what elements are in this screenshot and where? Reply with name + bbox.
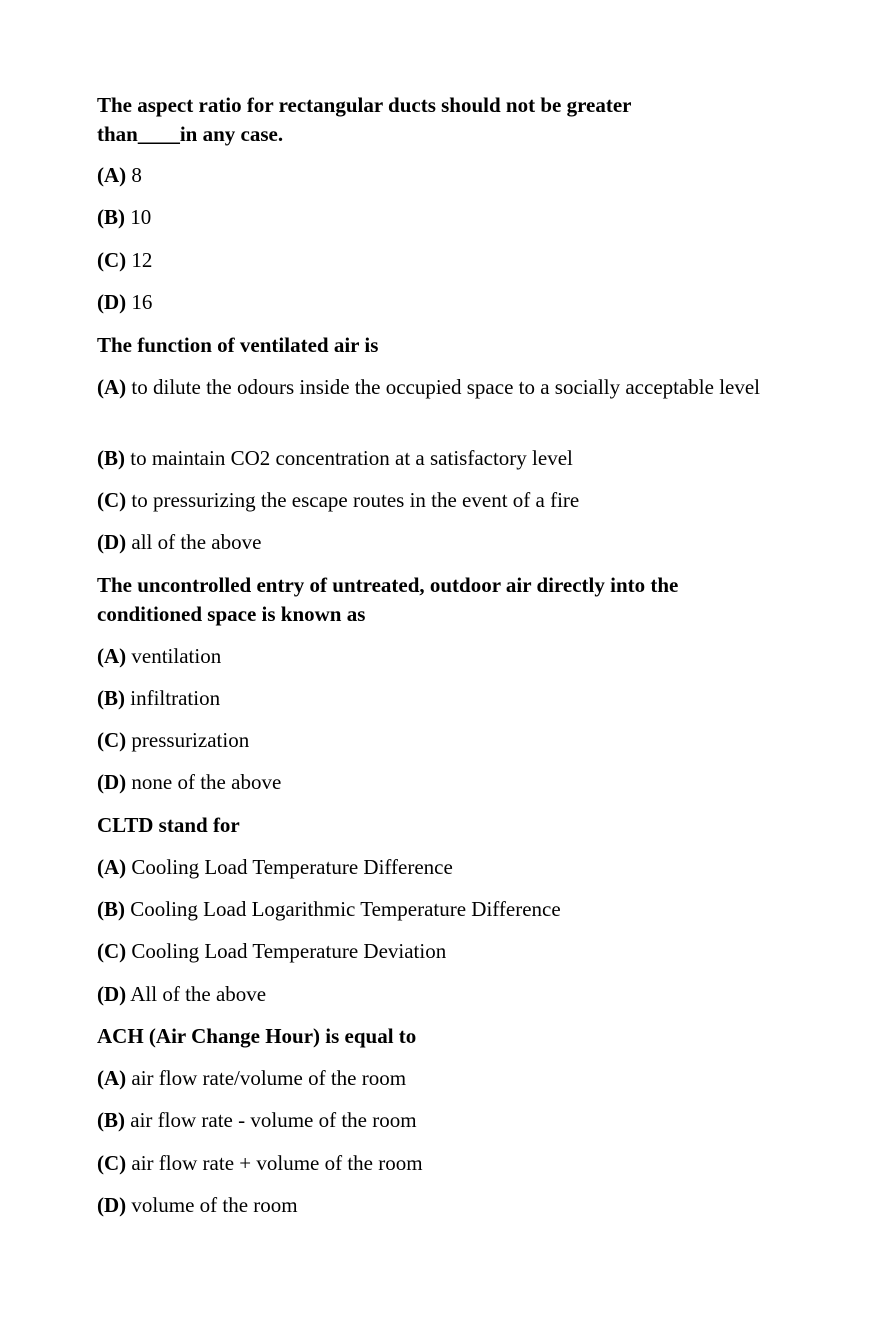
option-d <box>97 288 797 317</box>
option-b <box>97 444 797 473</box>
option-a <box>97 161 797 190</box>
question-4-heading <box>0 811 847 840</box>
option-d <box>97 528 797 557</box>
option-b <box>97 895 797 924</box>
option-label: (D) <box>97 290 127 314</box>
question-2-heading <box>0 331 847 360</box>
option-text: volume of the room <box>131 1193 298 1217</box>
option-c <box>97 486 797 515</box>
option-c <box>97 937 797 966</box>
option-label: (D) <box>97 1193 127 1217</box>
option-c <box>97 246 797 275</box>
option-text: none of the above <box>131 770 282 794</box>
option-b <box>97 1106 797 1135</box>
option-d <box>97 980 797 1009</box>
option-label: (C) <box>97 939 127 963</box>
option-text: to dilute the odours inside the occupied space to a socially acceptable level <box>131 375 761 399</box>
option-label: (C) <box>97 488 127 512</box>
option-text: Cooling Load Temperature Difference <box>131 855 453 879</box>
option-text: 10 <box>130 205 152 229</box>
option-text: 16 <box>131 290 153 314</box>
option-label: (D) <box>97 530 127 554</box>
option-text: air flow rate - volume of the room <box>130 1108 417 1132</box>
option-text: all of the above <box>131 530 262 554</box>
option-label: (B) <box>97 897 125 921</box>
option-label: (C) <box>97 248 127 272</box>
option-label: (B) <box>97 446 125 470</box>
option-text: infiltration <box>130 686 221 710</box>
option-label: (A) <box>97 644 127 668</box>
option-label: (D) <box>97 982 127 1006</box>
option-label: (C) <box>97 728 127 752</box>
option-a <box>97 642 797 671</box>
question-1-heading <box>0 91 797 149</box>
option-text: All of the above <box>130 982 267 1006</box>
option-label: (A) <box>97 855 127 879</box>
option-label: (B) <box>97 686 125 710</box>
option-text: Cooling Load Logarithmic Temperature Difference <box>130 897 561 921</box>
option-text: to maintain CO2 concentration at a satisfactory level <box>130 446 573 470</box>
option-text: Cooling Load Temperature Deviation <box>131 939 447 963</box>
option-d <box>97 768 797 797</box>
question-text: The function of ventilated air is <box>97 333 379 357</box>
option-text: 8 <box>131 163 142 187</box>
question-text: The aspect ratio for rectangular ducts should not be greater than____in any case. <box>97 93 632 146</box>
option-label: (B) <box>97 205 125 229</box>
option-label: (C) <box>97 1151 127 1175</box>
option-label: (A) <box>97 375 127 399</box>
option-label: (B) <box>97 1108 125 1132</box>
option-text: pressurization <box>131 728 250 752</box>
option-label: (A) <box>97 163 127 187</box>
option-label: (A) <box>97 1066 127 1090</box>
question-text: ACH (Air Change Hour) is equal to <box>97 1024 417 1048</box>
option-b <box>97 684 797 713</box>
option-a <box>97 1064 797 1093</box>
question-text: CLTD stand for <box>97 813 240 837</box>
option-a <box>97 853 797 882</box>
option-text: 12 <box>131 248 153 272</box>
option-d <box>97 1191 797 1220</box>
option-label: (D) <box>97 770 127 794</box>
option-text: air flow rate + volume of the room <box>131 1151 423 1175</box>
question-text: The uncontrolled entry of untreated, outdoor air directly into the conditioned space is known as <box>97 573 679 626</box>
option-a <box>97 373 797 402</box>
option-b <box>97 203 797 232</box>
option-c <box>97 726 797 755</box>
option-text: air flow rate/volume of the room <box>131 1066 407 1090</box>
option-text: ventilation <box>131 644 222 668</box>
question-3-heading <box>0 571 857 629</box>
option-c <box>97 1149 797 1178</box>
question-5-heading <box>0 1022 847 1051</box>
option-text: to pressurizing the escape routes in the event of a fire <box>131 488 580 512</box>
